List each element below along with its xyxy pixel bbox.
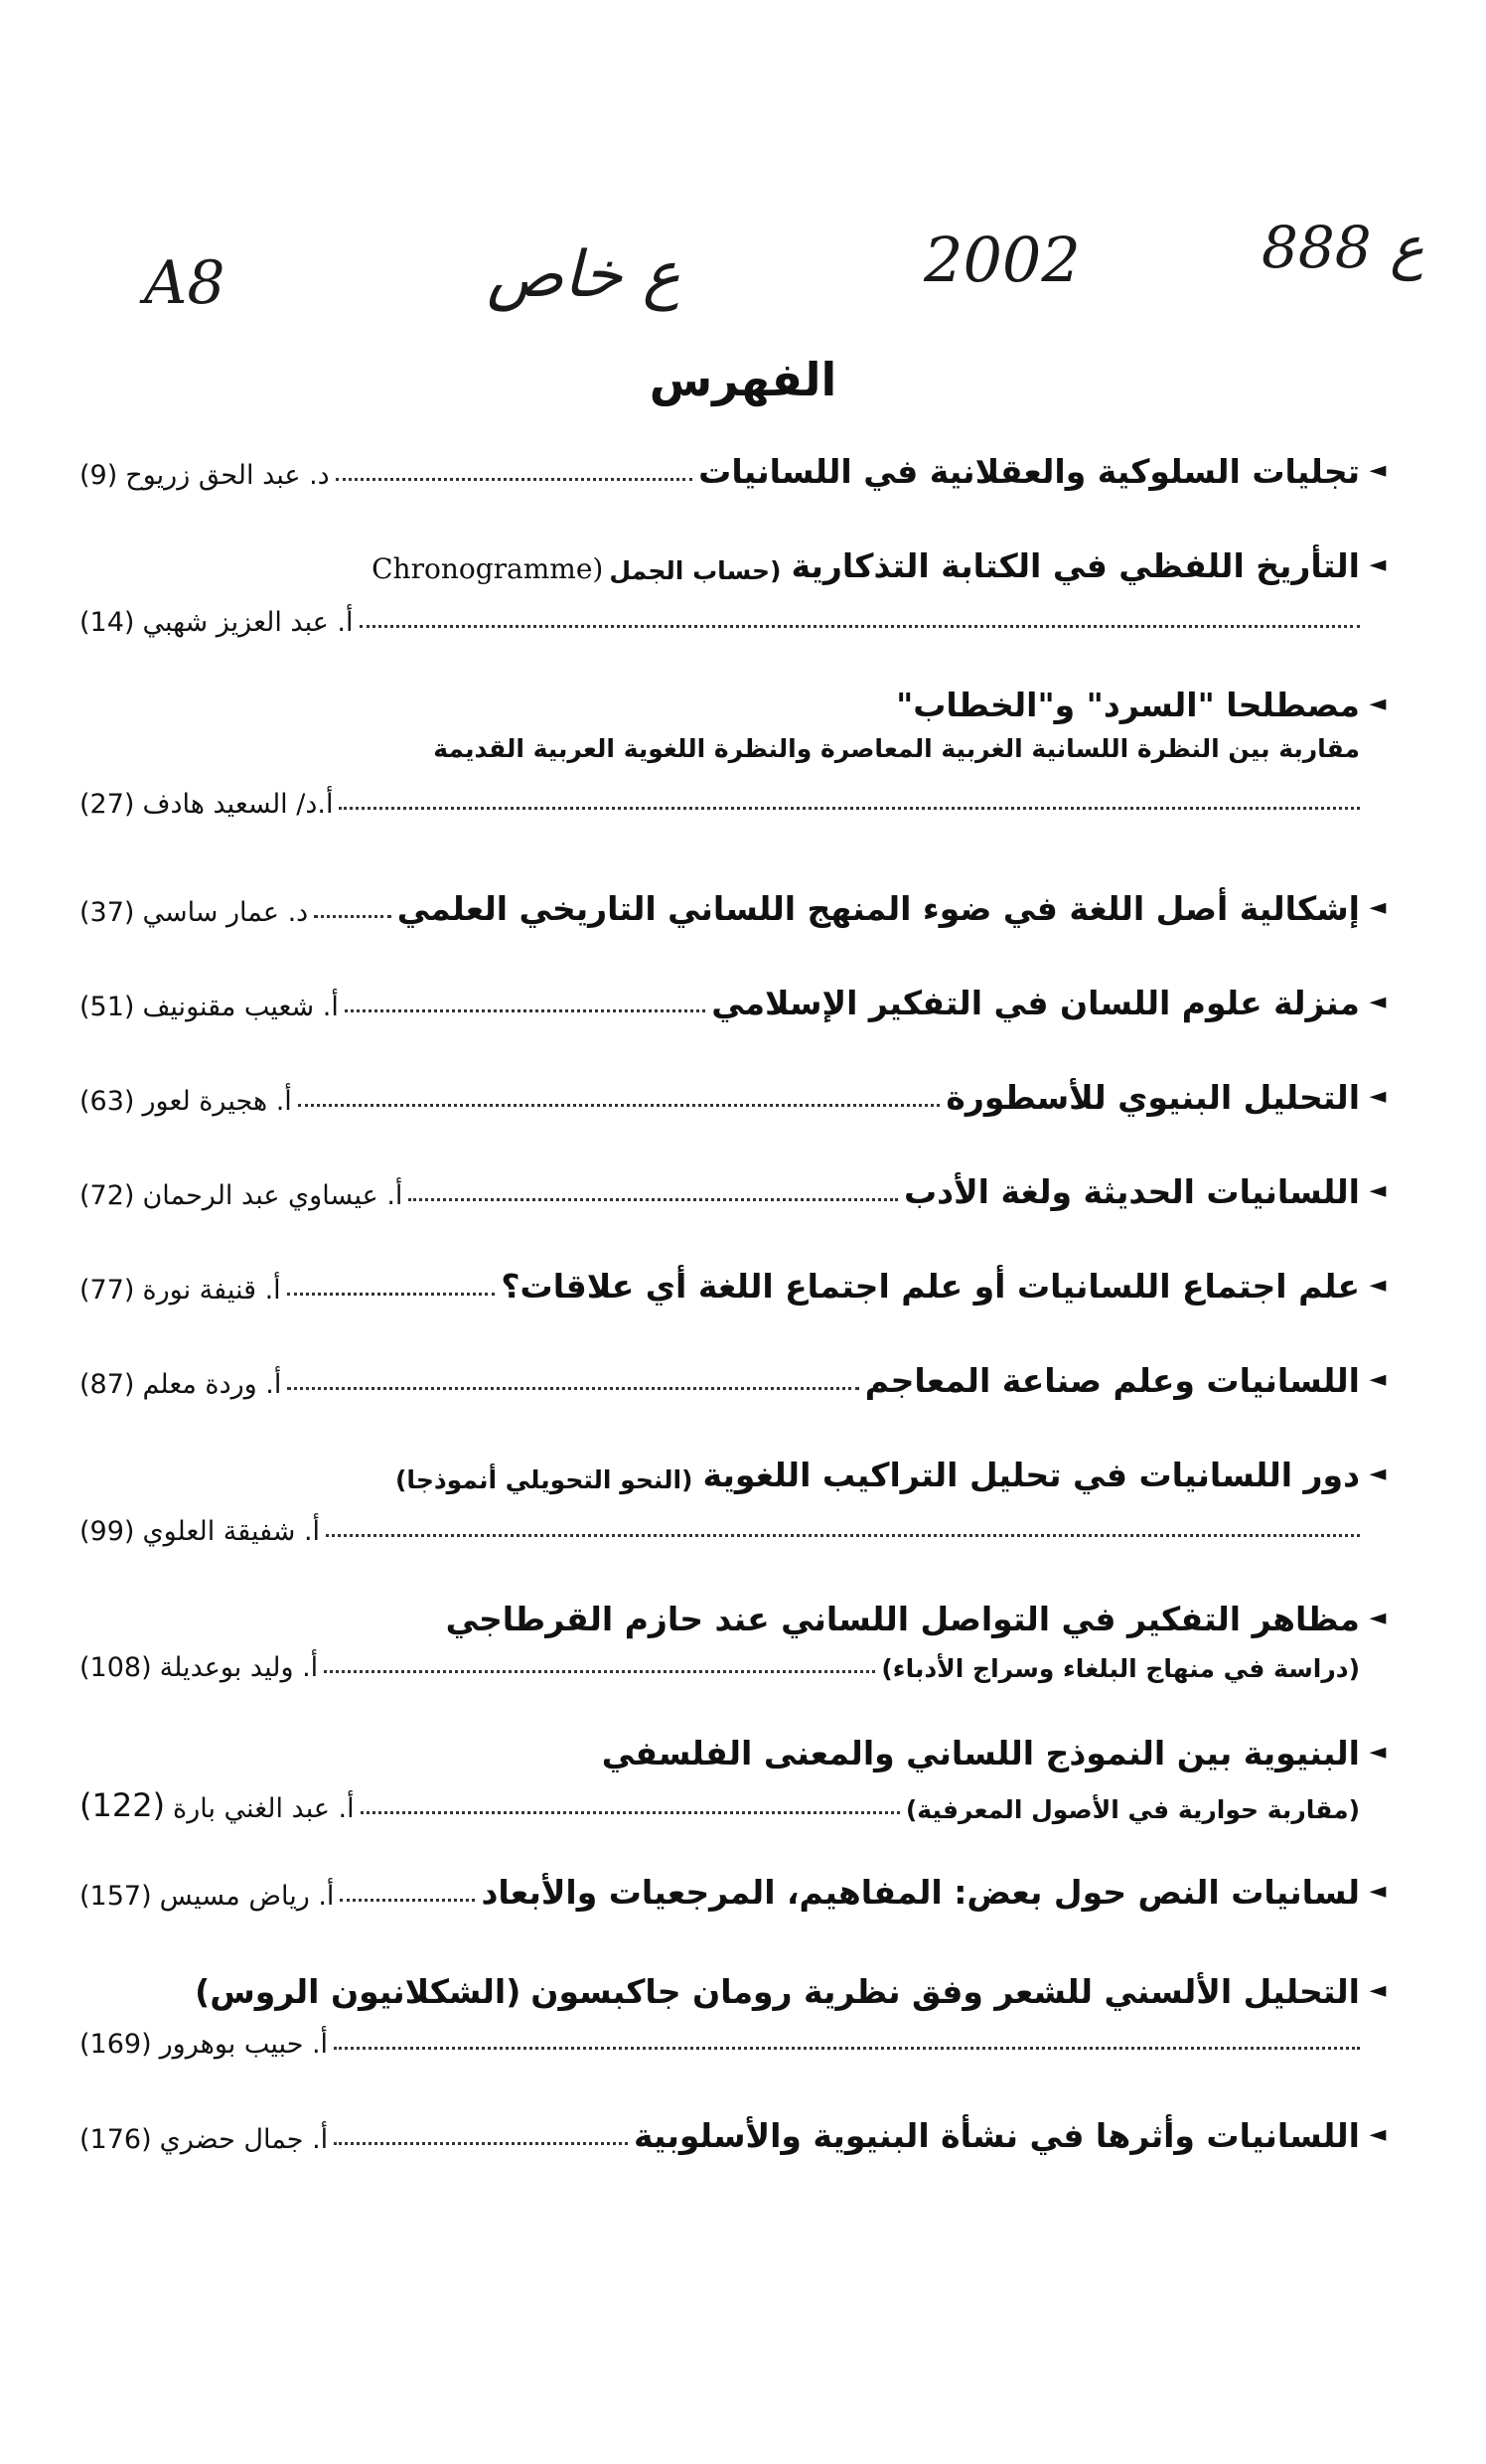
entry-author: أ. قنيفة نورة — [142, 1275, 281, 1306]
toc-entry — [79, 1873, 1396, 1912]
entry-author: أ. حبيب بوهرور — [159, 2029, 329, 2060]
handwritten-year: 2002 — [924, 224, 1081, 296]
entry-subtitle: (دراسة في منهاج البلغاء وسراج الأدباء) — [881, 1654, 1360, 1683]
bullet-icon: ◄ — [1369, 990, 1387, 1014]
dot-leader — [334, 2142, 628, 2145]
entry-page: (87) — [79, 1369, 135, 1400]
dot-leader — [408, 1198, 898, 1201]
entry-title: البنيوية بين النموذج اللساني والمعنى الفلسفي — [601, 1734, 1360, 1772]
entry-page: (77) — [79, 1275, 135, 1306]
toc-entry — [79, 984, 1396, 1022]
entry-page: (51) — [79, 992, 135, 1022]
toc-entry — [79, 1267, 1396, 1306]
toc-entry — [79, 452, 1396, 491]
entry-title: علم اجتماع اللسانيات أو علم اجتماع اللغة أي علاقات؟ — [501, 1267, 1360, 1306]
entry-title: منزلة علوم اللسان في التفكير الإسلامي — [711, 984, 1360, 1022]
entry-title-extra: (الشكلانيون الروس) — [195, 1972, 521, 2011]
dot-leader — [345, 1009, 705, 1012]
entry-author: أ. جمال حضري — [159, 2124, 329, 2155]
bullet-icon: ◄ — [1369, 1740, 1387, 1765]
entry-page: (157) — [79, 1881, 152, 1912]
dot-leader — [287, 1387, 858, 1390]
entry-author: أ. هجيرة لعور — [142, 1086, 292, 1117]
entry-title: التأريخ اللفظي في الكتابة التذكارية — [791, 546, 1360, 585]
toc-entry — [79, 546, 1396, 638]
entry-author: أ. وردة معلم — [142, 1369, 282, 1400]
dot-leader — [314, 915, 391, 918]
entry-author: أ. عيساوي عبد الرحمان — [142, 1180, 403, 1211]
dot-leader — [298, 1104, 941, 1107]
entry-title: التحليل البنيوي للأسطورة — [946, 1078, 1360, 1117]
bullet-icon: ◄ — [1369, 1462, 1387, 1486]
entry-page: (99) — [79, 1516, 135, 1547]
entry-author: د. عمار ساسي — [142, 897, 309, 928]
bullet-icon: ◄ — [1369, 692, 1387, 716]
entry-title-extra: (حساب الجمل — [609, 556, 782, 585]
entry-author: أ. شفيقة العلوي — [142, 1516, 321, 1547]
dot-leader — [324, 1670, 875, 1673]
dot-leader — [360, 625, 1361, 628]
entry-page: (63) — [79, 1086, 135, 1117]
entry-author: أ. شعيب مقنونيف — [142, 992, 339, 1022]
toc-entry — [79, 1972, 1396, 2060]
entry-subtitle: مقاربة بين النظرة اللسانية الغربية المعاصرة والنظرة اللغوية العربية القديمة — [433, 734, 1360, 763]
page-title: الفهرس — [649, 353, 837, 406]
handwritten-ref: ع 888 — [1262, 214, 1424, 281]
toc-entry — [79, 1172, 1396, 1211]
entry-title: اللسانيات الحديثة ولغة الأدب — [904, 1172, 1360, 1211]
toc-entry — [79, 2116, 1396, 2155]
bullet-icon: ◄ — [1369, 1367, 1387, 1392]
entry-title: دور اللسانيات في تحليل التراكيب اللغوية — [702, 1456, 1360, 1494]
bullet-icon: ◄ — [1369, 895, 1387, 920]
entry-page: (27) — [79, 789, 135, 820]
entry-author: أ. رياض مسيس — [159, 1881, 335, 1912]
bullet-icon: ◄ — [1369, 1879, 1387, 1904]
bullet-icon: ◄ — [1369, 1178, 1387, 1203]
toc-entry — [79, 889, 1396, 928]
toc-entry — [79, 1734, 1396, 1824]
bullet-icon: ◄ — [1369, 1084, 1387, 1109]
entry-page: (122) — [79, 1786, 166, 1824]
toc-entry — [79, 1456, 1396, 1547]
entry-author: أ. عبد الغني بارة — [173, 1793, 355, 1824]
entry-author: أ. وليد بوعديلة — [159, 1652, 319, 1683]
dot-leader — [340, 1899, 475, 1902]
bullet-icon: ◄ — [1369, 1606, 1387, 1630]
bullet-icon: ◄ — [1369, 458, 1387, 483]
entry-title: اللسانيات وأثرها في نشأة البنيوية والأسلوبية — [634, 2116, 1360, 2155]
entry-page: (72) — [79, 1180, 135, 1211]
handwritten-code: A8 — [144, 248, 225, 318]
entry-author: أ.د/ السعيد هادف — [142, 789, 334, 820]
entry-title: التحليل الألسني للشعر وفق نظرية رومان جاكبسون — [530, 1972, 1360, 2011]
entry-title: لسانيات النص حول بعض: المفاهيم، المرجعيات والأبعاد — [481, 1873, 1360, 1912]
bullet-icon: ◄ — [1369, 552, 1387, 577]
entry-subtitle: (مقاربة حوارية في الأصول المعرفية) — [905, 1795, 1360, 1824]
entry-page: (37) — [79, 897, 135, 928]
entry-page: (169) — [79, 2029, 152, 2060]
entry-author: د. عبد الحق زريوح — [125, 460, 330, 491]
bullet-icon: ◄ — [1369, 1273, 1387, 1298]
dot-leader — [361, 1811, 900, 1814]
dot-leader — [339, 807, 1360, 810]
toc-entry — [79, 686, 1396, 820]
entry-title: إشكالية أصل اللغة في ضوء المنهج اللساني التاريخي العلمي — [396, 889, 1360, 928]
bullet-icon: ◄ — [1369, 2122, 1387, 2147]
entry-title-extra: (النحو التحويلي أنموذجا) — [395, 1465, 693, 1494]
entry-page: (14) — [79, 607, 135, 638]
dot-leader — [336, 478, 692, 481]
entry-title-latin: Chronogramme) — [372, 552, 604, 585]
toc-entry — [79, 1361, 1396, 1400]
bullet-icon: ◄ — [1369, 1978, 1387, 2003]
toc-entry — [79, 1078, 1396, 1117]
dot-leader — [334, 2047, 1360, 2050]
toc-entry — [79, 1600, 1396, 1683]
entry-page: (9) — [79, 460, 118, 491]
handwritten-word: ع خاص — [487, 238, 680, 312]
dot-leader — [326, 1534, 1360, 1537]
entry-title: تجليات السلوكية والعقلانية في اللسانيات — [698, 452, 1360, 491]
entry-title: مظاهر التفكير في التواصل اللساني عند حازم القرطاجي — [445, 1600, 1360, 1638]
entry-title: اللسانيات وعلم صناعة المعاجم — [864, 1361, 1360, 1400]
entry-page: (176) — [79, 2124, 152, 2155]
entry-author: أ. عبد العزيز شهبي — [142, 607, 354, 638]
entry-title: مصطلحا "السرد" و"الخطاب" — [896, 686, 1360, 724]
dot-leader — [287, 1293, 496, 1296]
entry-page: (108) — [79, 1652, 152, 1683]
